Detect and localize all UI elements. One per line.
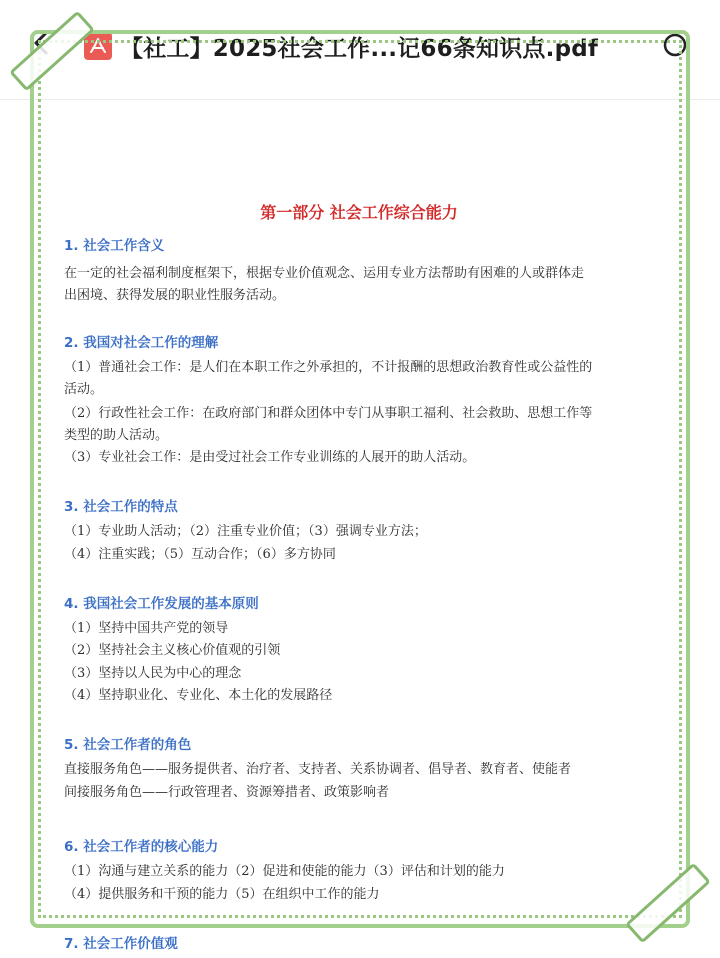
file-title: 【社工】2025社会工作...记66条知识点.pdf xyxy=(120,36,599,62)
section-line: （2）行政性社会工作：在政府部门和群众团体中专门从事职工福利、社会救助、思想工作等 xyxy=(64,406,593,421)
section-heading: 2. 我国对社会工作的理解 xyxy=(64,335,219,351)
section-line: （4）坚持职业化、专业化、本土化的发展路径 xyxy=(64,688,333,703)
document-title: 第一部分 社会工作综合能力 xyxy=(260,203,458,222)
section-line: 直接服务角色——服务提供者、治疗者、支持者、关系协调者、倡导者、教育者、使能者 xyxy=(64,762,572,777)
section-line: （3）专业社会工作：是由受过社会工作专业训练的人展开的助人活动。 xyxy=(64,450,476,465)
section-heading: 1. 社会工作含义 xyxy=(64,238,165,254)
section-line: （4）提供服务和干预的能力（5）在组织中工作的能力 xyxy=(64,887,380,902)
section-heading: 3. 社会工作的特点 xyxy=(64,499,178,515)
section-heading: 6. 社会工作者的核心能力 xyxy=(64,839,219,855)
section-heading: 7. 社会工作价值观 xyxy=(64,936,178,952)
section-line: 出困境、获得发展的职业性服务活动。 xyxy=(64,288,286,303)
section-line: （1）专业助人活动；（2）注重专业价值；（3）强调专业方法； xyxy=(64,524,427,539)
section-line: （1）坚持中国共产党的领导 xyxy=(64,621,229,636)
section-line: 活动。 xyxy=(64,382,104,397)
section-line: （4）注重实践；（5）互动合作；（6）多方协同 xyxy=(64,547,336,562)
section-line: （1）普通社会工作：是人们在本职工作之外承担的，不计报酬的思想政治教育性或公益性的 xyxy=(64,360,593,375)
section-line: （2）坚持社会主义核心价值观的引领 xyxy=(64,643,281,658)
section-line: （3）坚持以人民为中心的理念 xyxy=(64,666,242,681)
section-heading: 4. 我国社会工作发展的基本原则 xyxy=(64,596,259,612)
section-line: 间接服务角色——行政管理者、资源筹措者、政策影响者 xyxy=(64,785,390,800)
section-heading: 5. 社会工作者的角色 xyxy=(64,737,192,753)
section-line: 在一定的社会福利制度框架下，根据专业价值观念、运用专业方法帮助有困难的人或群体走 xyxy=(64,266,585,281)
section-line: （1）沟通与建立关系的能力（2）促进和使能的能力（3）评估和计划的能力 xyxy=(64,864,505,879)
section-line: 类型的助人活动。 xyxy=(64,428,169,443)
